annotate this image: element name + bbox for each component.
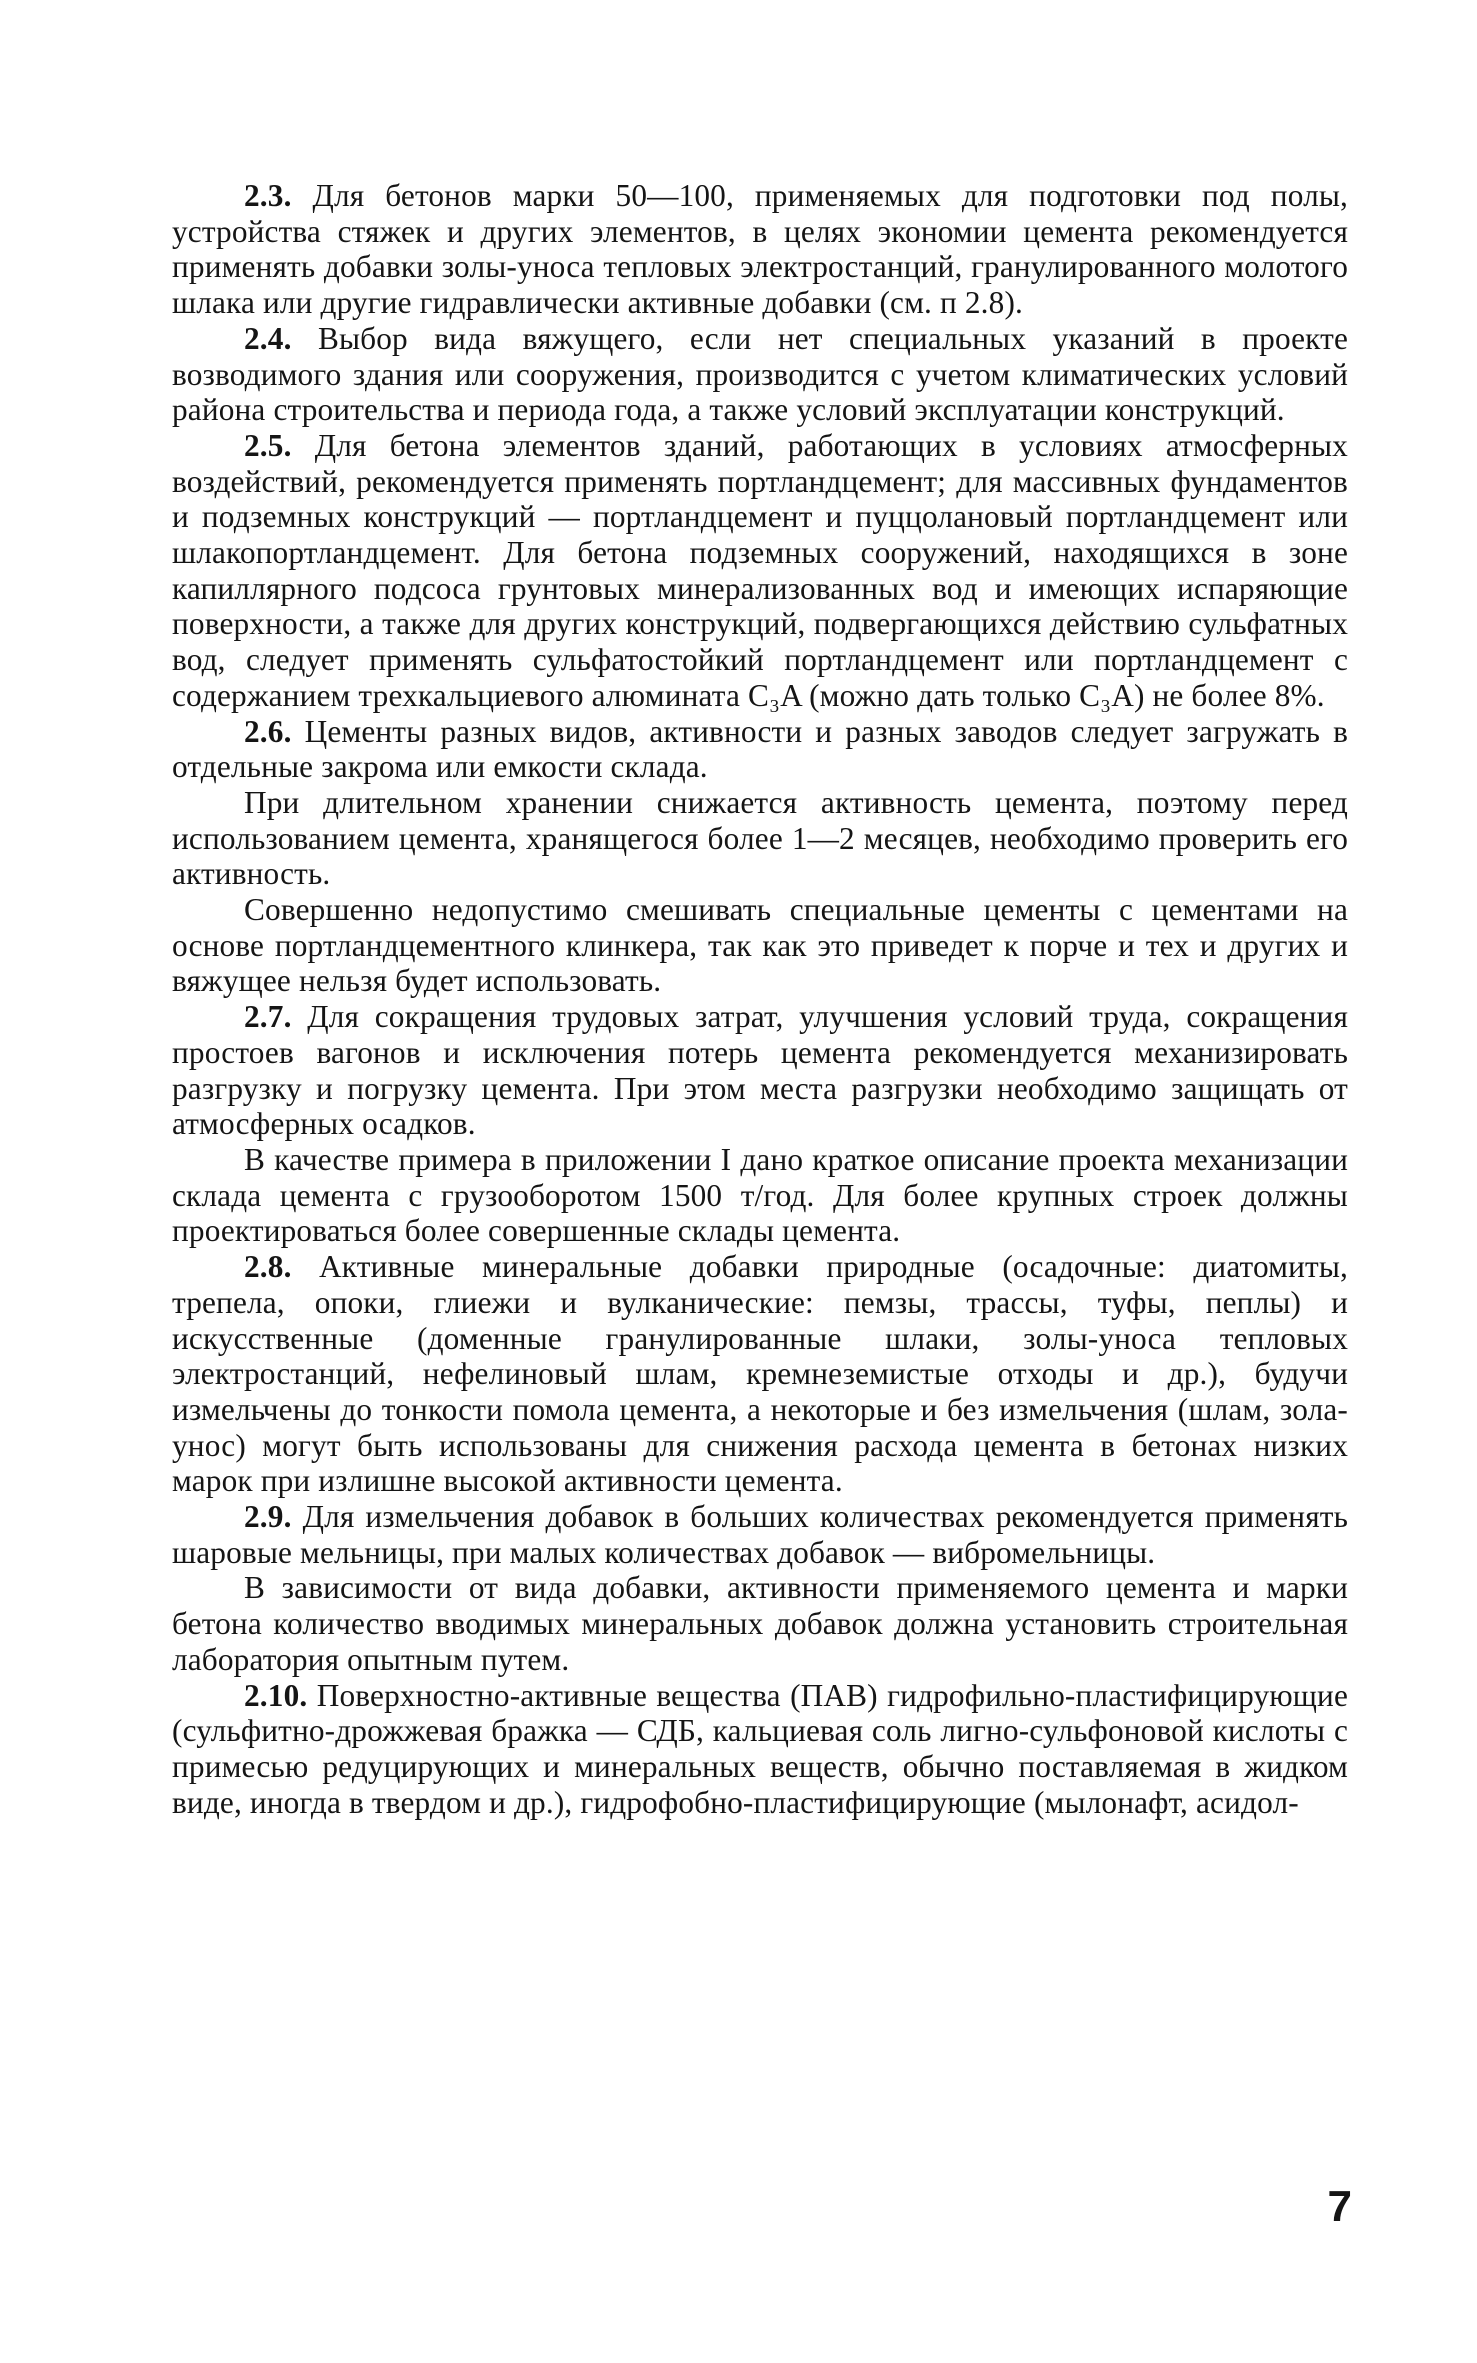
- page-number: 7: [1327, 2182, 1352, 2231]
- paragraph-text: Цементы разных видов, активности и разных заводов следует загружать в отдельные закрома или емкости склада.: [172, 713, 1348, 785]
- clause-number: 2.3.: [244, 178, 292, 213]
- clause-number: 2.5.: [244, 427, 292, 463]
- paragraph-additives: [172, 1570, 1348, 1677]
- paragraph-text: Активные минеральные добавки природные (осадочные: диатомиты, трепела, опоки, глиежи и вулканические: пемзы, трассы, туфы, пеплы) и искусственные (доменные гранулированные шлаки, золы-уноса тепловых электростанций, нефелиновый шлам, кремнеземистые отходы и др.), будучи измельчены до тонкости помола цемента, а некоторые и без измельчения (шлам, зола-унос) могут быть использованы для снижения расхода цемента в бетонах низких марок при излишне высокой активности цемента.: [172, 1249, 1348, 1499]
- paragraph-text: Для бетонов марки 50—100, применяемых для подготовки под полы, устройства стяжек и других элементов, в целях экономии цемента рекомендуется применять добавки золы-уноса тепловых электростанций, гранулированного молотого шлака или другие гидравлически активные добавки (см. п 2.8).: [172, 178, 1348, 321]
- paragraph-text: Выбор вида вяжущего, если нет специальных указаний в проекте возводимого здания или сооружения, производится с учетом климатических условий района строительства и периода года, а также условий эксплуатации конструкций.: [172, 320, 1348, 428]
- paragraph-2-4: [172, 321, 1348, 428]
- clause-number: 2.4.: [244, 320, 292, 356]
- paragraph-mixing: [172, 892, 1348, 999]
- clause-number: 2.6.: [244, 713, 292, 749]
- paragraph-2-9: [172, 1499, 1348, 1570]
- clause-number: 2.7.: [244, 999, 292, 1035]
- clause-number: 2.8.: [244, 1249, 292, 1285]
- paragraph-example: [172, 1142, 1348, 1249]
- paragraph-text: В зависимости от вида добавки, активности применяемого цемента и марки бетона количество вводимых минеральных добавок должна установить строительная лаборатория опытным путем.: [172, 1570, 1348, 1677]
- paragraph-storage: [172, 785, 1348, 892]
- clause-number: 2.9.: [244, 1499, 292, 1535]
- paragraph-text: При длительном хранении снижается активность цемента, поэтому перед использованием цемента, хранящегося более 1—2 месяцев, необходимо проверить его активность.: [172, 784, 1348, 892]
- paragraph-2-6: [172, 714, 1348, 785]
- paragraph-text: В качестве примера в приложении I дано краткое описание проекта механизации склада цемента с грузооборотом 1500 т/год. Для более крупных строек должны проектироваться более совершенные склады цемента.: [172, 1141, 1348, 1249]
- paragraph-2-7: [172, 999, 1348, 1142]
- body-text: [172, 178, 1348, 1820]
- paragraph-2-10: [172, 1678, 1348, 1821]
- paragraph-2-8: [172, 1249, 1348, 1499]
- paragraph-text: Для бетона элементов зданий, работающих в условиях атмосферных воздействий, рекомендуется применять портландцемент; для массивных фундаментов и подземных конструкций — портландцемент и пуццолановый портландцемент или шлакопортландцемент. Для бетона подземных сооружений, находящихся в зоне капиллярного подсоса грунтовых минерализованных вод и имеющих испаряющие поверхности, а также для других конструкций, подвергающихся действию сульфатных вод, следует применять сульфатостойкий портландцемент или портландцемент с содержанием трехкальциевого алюмината C₃A (можно дать только C₃A) не более 8%.: [172, 427, 1348, 713]
- paragraph-text: Для измельчения добавок в больших количествах рекомендуется применять шаровые мельницы, при малых количествах добавок — вибромельницы.: [172, 1499, 1348, 1570]
- paragraph-2-5: [172, 428, 1348, 714]
- paragraph-text: Совершенно недопустимо смешивать специальные цементы с цементами на основе портландцементного клинкера, так как это приведет к порче и тех и других и вяжущее нельзя будет использовать.: [172, 892, 1348, 999]
- paragraph-text: Поверхностно-активные вещества (ПАВ) гидрофильно-пластифицирующие (сульфитно-дрожжевая бражка — СДБ, кальциевая соль лигно-сульфоновой кислоты с примесью редуцирующих и минеральных веществ, обычно поставляемая в жидком виде, иногда в твердом и др.), гидрофобно-пластифицирующие (мылонафт, асидол-: [172, 1677, 1348, 1820]
- clause-number: 2.10.: [244, 1677, 308, 1713]
- paragraph-text: Для сокращения трудовых затрат, улучшения условий труда, сокращения простоев вагонов и исключения потерь цемента рекомендуется механизировать разгрузку и погрузку цемента. При этом места разгрузки необходимо защищать от атмосферных осадков.: [172, 999, 1349, 1142]
- paragraph-2-3: [172, 178, 1348, 321]
